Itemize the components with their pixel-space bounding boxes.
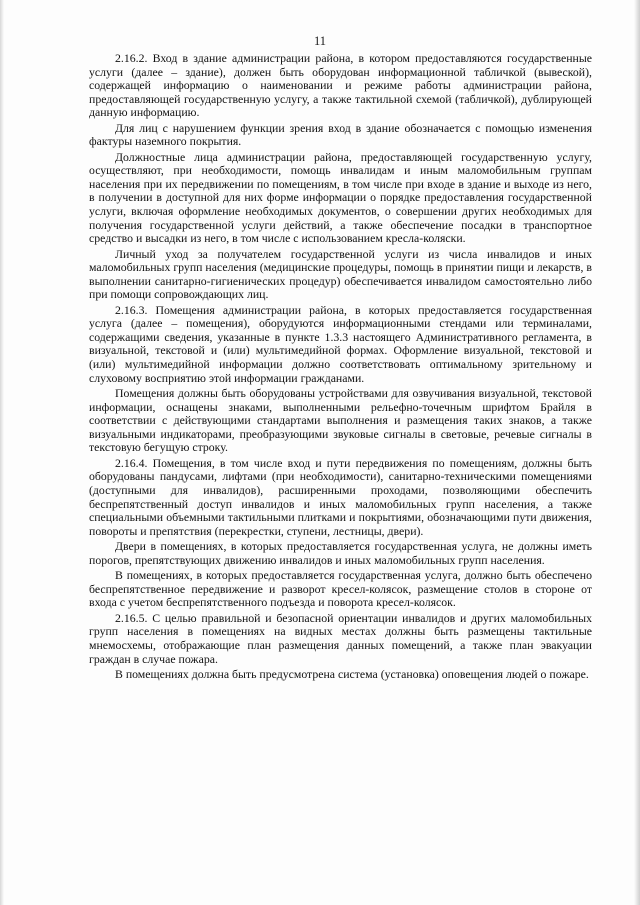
paragraph-doors: Двери в помещениях, в которых предоставляется государственная услуга, не должны иметь порогов, препятствующих движению инвалидов и иных маломобильных групп населения.: [89, 539, 592, 567]
paragraph-fire-alarm: В помещениях должна быть предусмотрена система (установка) оповещения людей о пожаре.: [115, 667, 589, 682]
document-body: [89, 52, 592, 684]
page-number: 11: [313, 34, 327, 48]
paragraph-2-16-3: 2.16.3. Помещения администрации района, в которых предоставляется государственная услуга (далее – помещения), оборудуются информационными стендами или терминалами, содержащими сведения, указанные в пункте 1.3.3 настоящего Административного регламента, в визуальной, текстовой и (или) мультимедийной формах. Оформление визуальной, текстовой и (или) мультимедийной информации должно соответствовать оптимальному зрительному и слуховому восприятию этой информации гражданами.: [89, 302, 592, 385]
paragraph-vision-impaired-entrance: Для лиц с нарушением функции зрения вход в здание обозначается с помощью изменения фактуры наземного покрытия.: [89, 120, 592, 149]
paragraph-2-16-4: 2.16.4. Помещения, в том числе вход и пути передвижения по помещениям, должны быть оборудованы пандусами, лифтами (при необходимости), санитарно-техническими помещениями (доступными для инвалидов), расширенными проходами, позволяющими обеспечить беспрепятственный доступ инвалидов и иных маломобильных групп населения, а также специальными объемными тактильными плитками и покрытиями, обозначающими пути движения, повороты и препятствия (перекрестки, ступени, лестницы, двери).: [89, 455, 592, 538]
paragraph-officials-assistance: Должностные лица администрации района, предоставляющей государственную услугу, осуществляют, при необходимости, помощь инвалидам и иным маломобильным группам населения при их передвижении по помещениям, в том числе при входе в здание и выходе из него, в получении в доступной для них форме информации о порядке предоставления государственной услуги, включая оформление необходимых документов, о совершении других необходимых для получения государственной услуги действий, а также обеспечение посадки в транспортное средство и высадки из него, в том числе с использованием кресла-коляски.: [89, 149, 592, 246]
paragraph-wheelchair-movement: В помещениях, в которых предоставляется государственная услуга, должно быть обеспечено беспрепятственное передвижение и разворот кресел-колясок, размещение столов в стороне от входа с учетом беспрепятственного подъезда и поворота кресел-колясок.: [89, 568, 592, 610]
scan-edge-left: [0, 0, 4, 905]
paragraph-2-16-5: 2.16.5. С целью правильной и безопасной ориентации инвалидов и других маломобильных групп населения в помещениях на видных местах должны быть размещены тактильные мнемосхемы, отображающие план размещения данных помещений, а также план эвакуации граждан в случае пожара.: [89, 610, 592, 666]
paragraph-personal-care: Личный уход за получателем государственной услуги из числа инвалидов и иных маломобильных групп населения (медицинские процедуры, помощь в принятии пищи и лекарств, в выполнении санитарно-гигиенических процедур) обеспечивается инвалидом самостоятельно либо при помощи сопровождающих лиц.: [89, 246, 592, 302]
paragraph-2-16-2: 2.16.2. Вход в здание администрации района, в котором предоставляются государственные услуги (далее – здание), должен быть оборудован информационной табличкой (вывеской), содержащей информацию о наименовании и режиме работы администрации района, предоставляющей государственную услугу, а также тактильной схемой (табличкой), дублирующей данную информацию.: [89, 51, 592, 120]
scan-edge-right: [634, 0, 640, 905]
paragraph-room-equipment: Помещения должны быть оборудованы устройствами для озвучивания визуальной, текстовой информации, оснащены знаками, выполненными рельефно-точечным шрифтом Брайля в соответствии с действующими стандартами выполнения и размещения таких знаков, а также визуальными индикаторами, преобразующими звуковые сигналы в световые, речевые сигналы в текстовую бегущую строку.: [89, 386, 592, 455]
